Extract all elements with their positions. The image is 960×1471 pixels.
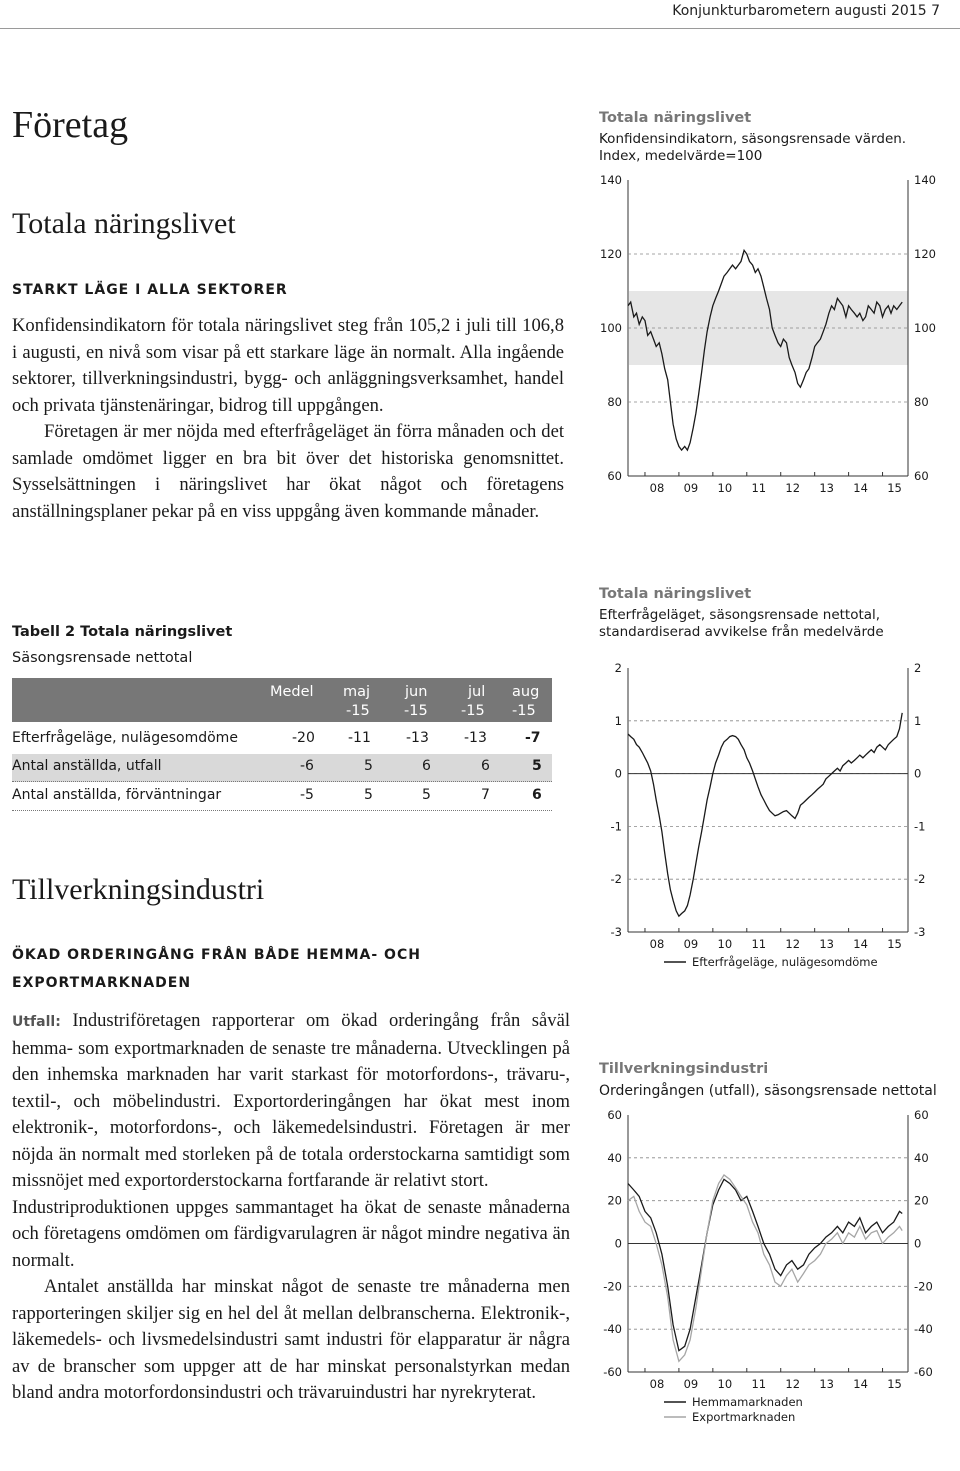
section-title: Företag <box>12 104 129 146</box>
x-tick-label: 09 <box>683 937 699 951</box>
y-tick-label-left: 100 <box>600 321 622 335</box>
table-header <box>12 678 552 722</box>
table-col-header: jul <box>468 684 486 700</box>
x-tick-label: 13 <box>819 1377 834 1391</box>
x-tick-label: 15 <box>887 937 902 951</box>
y-tick-label-right: -3 <box>914 925 926 939</box>
table-row <box>12 726 552 753</box>
table-row <box>12 783 552 811</box>
x-tick-label: 11 <box>751 481 767 495</box>
y-tick-label-right: -1 <box>914 819 926 834</box>
row-label: Efterfrågeläge, nulägesomdöme <box>12 730 238 746</box>
header-rule <box>0 28 960 29</box>
x-tick-label: 13 <box>819 481 834 495</box>
table-col-header: aug <box>512 684 540 700</box>
y-tick-label-left: 0 <box>614 766 622 781</box>
y-tick-label-right: 0 <box>914 1236 922 1251</box>
paragraph: Antalet anställda har minskat något de senaste tre månaderna men rapporteringen skiljer sig en hel del åt mellan delbranscherna. Elektronik-, läkemedels- och livsmedelsindustri samt industri för elapparatur är några av de branscher som uppger att de har minskat personalstyrkan medan bland andra motorfordonsindustri och trävaruindustri har nyrekryterat. <box>12 1276 570 1403</box>
table-col-subheader: -15 <box>461 703 485 719</box>
y-tick-label-left: 60 <box>607 469 622 483</box>
kicker2-line2: EXPORTMARKNADEN <box>12 975 192 991</box>
y-tick-label-left: 140 <box>600 173 622 187</box>
y-tick-label-left: -1 <box>610 819 622 834</box>
y-tick-label-right: 60 <box>914 469 929 483</box>
table-col-header: Medel <box>270 684 314 700</box>
chart1-subtitle-2: Index, medelvärde=100 <box>599 148 763 164</box>
table-col-header: maj <box>343 684 371 700</box>
series-line <box>628 1179 902 1350</box>
chart1-subtitle-1: Konfidensindikatorn, säsongsrensade värden. <box>599 131 907 147</box>
row-value: -13 <box>406 730 429 746</box>
x-tick-label: 08 <box>649 1377 665 1391</box>
paragraph: Konfidensindikatorn för totala näringslivet steg från 105,2 i juli till 106,8 i augusti, en nivå som visar på ett starkare läge än normalt. Alla ingående sektorer, tillverkningsindustri, bygg- och anläggningsverksamhet, handel och privata tjänstenäringar, bidrog till uppgången. <box>12 315 564 416</box>
table-subtitle: Säsongsrensade nettotal <box>12 650 193 666</box>
y-tick-label-left: 20 <box>607 1193 622 1208</box>
legend-label: Hemmamarknaden <box>692 1395 803 1409</box>
y-tick-label-left: -2 <box>610 872 622 887</box>
table-row <box>12 754 552 782</box>
row-value: 7 <box>481 787 490 803</box>
x-tick-label: 10 <box>717 937 733 951</box>
subsection-title: Totala näringslivet <box>12 207 236 240</box>
chart3-subtitle: Orderingången (utfall), säsongsrensade nettotal <box>599 1083 937 1099</box>
y-tick-label-right: 1 <box>914 713 922 728</box>
row-value: -6 <box>300 758 314 774</box>
page-header <box>0 0 960 28</box>
kicker2-line1: ÖKAD ORDERINGÅNG FRÅN BÅDE HEMMA- OCH <box>12 947 421 963</box>
x-tick-label: 08 <box>649 481 665 495</box>
table-col-subheader: -15 <box>404 703 428 719</box>
row-value: 5 <box>532 758 542 774</box>
x-tick-label: 12 <box>785 481 801 495</box>
y-tick-label-right: -20 <box>914 1279 933 1294</box>
y-tick-label-right: 80 <box>914 395 929 409</box>
utfall-label: Utfall: <box>12 1014 61 1030</box>
x-tick-label: 13 <box>819 937 834 951</box>
x-tick-label: 14 <box>853 1377 868 1391</box>
kicker-heading: STARKT LÄGE I ALLA SEKTORER <box>12 282 288 298</box>
y-tick-label-left: 80 <box>607 395 622 409</box>
y-tick-label-left: 60 <box>607 1108 622 1122</box>
x-tick-label: 10 <box>717 481 733 495</box>
row-value: 6 <box>422 758 431 774</box>
y-tick-label-left: 40 <box>607 1150 622 1165</box>
x-tick-label: 15 <box>887 1377 902 1391</box>
y-tick-label-left: 120 <box>600 247 622 261</box>
y-tick-label-right: -60 <box>914 1365 933 1379</box>
row-value: 6 <box>532 787 542 803</box>
y-tick-label-left: 0 <box>614 1236 622 1251</box>
table-col-subheader: -15 <box>512 703 536 719</box>
y-tick-label-left: 1 <box>614 713 622 728</box>
y-tick-label-left: -20 <box>603 1279 622 1294</box>
chart3-title: Tillverkningsindustri <box>599 1061 769 1077</box>
x-tick-label: 09 <box>683 481 699 495</box>
x-tick-label: 10 <box>717 1377 733 1391</box>
series-line <box>628 1175 902 1361</box>
chart3-svg <box>592 1103 960 1433</box>
legend-label: Exportmarknaden <box>692 1410 796 1424</box>
row-label: Antal anställda, utfall <box>12 758 162 774</box>
x-tick-label: 12 <box>785 1377 801 1391</box>
x-tick-label: 08 <box>649 937 665 951</box>
y-tick-label-left: -40 <box>603 1322 622 1337</box>
y-tick-label-right: 40 <box>914 1150 929 1165</box>
y-tick-label-right: 20 <box>914 1193 929 1208</box>
row-value: -11 <box>348 730 371 746</box>
chart2-title: Totala näringslivet <box>599 586 752 602</box>
y-tick-label-left: 2 <box>614 661 622 675</box>
y-tick-label-right: 2 <box>914 661 922 675</box>
row-value: -7 <box>525 730 541 746</box>
y-tick-label-left: -3 <box>610 925 622 939</box>
y-tick-label-right: -2 <box>914 872 926 887</box>
paragraph <box>12 1008 570 1195</box>
y-tick-label-left: -60 <box>603 1365 622 1379</box>
y-tick-label-right: 0 <box>914 766 922 781</box>
row-value: -5 <box>300 787 314 803</box>
row-value: 5 <box>364 787 373 803</box>
row-value: 6 <box>481 758 490 774</box>
table-title: Tabell 2 Totala näringslivet <box>12 624 233 640</box>
chart1-title: Totala näringslivet <box>599 110 752 126</box>
chart2-svg <box>592 648 960 978</box>
section2-title: Tillverkningsindustri <box>12 873 265 906</box>
chart2-subtitle-2: standardiserad avvikelse från medelvärde <box>599 624 884 640</box>
table-col-subheader: -15 <box>346 703 370 719</box>
y-tick-label-right: 140 <box>914 173 936 187</box>
paragraph: Företagen är mer nöjda med efterfrågeläget än förra månaden och det samlade omdömet ligger en bra bit över det historiska genomsnittet. Sysselsättningen i näringslivet har ökat något och företagens anställningsplaner pekar på en viss uppgång även kommande månader. <box>12 421 564 522</box>
y-tick-label-right: 100 <box>914 321 936 335</box>
chart2-subtitle-1: Efterfrågeläget, säsongsrensade nettotal, <box>599 607 881 623</box>
x-tick-label: 11 <box>751 937 767 951</box>
row-label: Antal anställda, förväntningar <box>12 787 222 803</box>
x-tick-label: 15 <box>887 481 902 495</box>
table-col-header: jun <box>405 684 428 700</box>
x-tick-label: 14 <box>853 937 868 951</box>
y-tick-label-right: 60 <box>914 1108 929 1122</box>
x-tick-label: 12 <box>785 937 801 951</box>
section2-text <box>12 1008 570 1407</box>
intro-text <box>12 313 564 525</box>
x-tick-label: 14 <box>853 481 868 495</box>
row-value: -20 <box>292 730 315 746</box>
running-header: Konjunkturbarometern augusti 2015 7 <box>672 3 940 19</box>
row-value: 5 <box>422 787 431 803</box>
row-value: -13 <box>464 730 487 746</box>
legend-label: Efterfrågeläge, nulägesomdöme <box>692 955 878 969</box>
series-line <box>628 713 902 916</box>
x-tick-label: 09 <box>683 1377 699 1391</box>
y-tick-label-right: 120 <box>914 247 936 261</box>
x-tick-label: 11 <box>751 1377 767 1391</box>
paragraph: Industriproduktionen uppges sammantaget ha ökat de senaste månaderna och företagens omdömen om färdigvarulagren är något mindre negativa än normalt. <box>12 1196 570 1271</box>
row-value: 5 <box>364 758 373 774</box>
chart1-svg <box>592 168 960 508</box>
y-tick-label-right: -40 <box>914 1322 933 1337</box>
paragraph-text: Industriföretagen rapporterar om ökad orderingång från såväl hemma- som exportmarknaden de senaste tre månaderna. Utvecklingen på den inhemska marknaden har varit starkast för motorfordons-, trävaru-, textil-, och möbelindustri. Exportorderingången har ökat mest inom elektronik-, motorfordons-, och läkemedelsindustri. Företagen är mer nöjda än normalt med storleken på de totala orderstockarna samtidigt som missnöjet med exportorderstockarna fortfarande är relativt stort. <box>12 1010 570 1191</box>
